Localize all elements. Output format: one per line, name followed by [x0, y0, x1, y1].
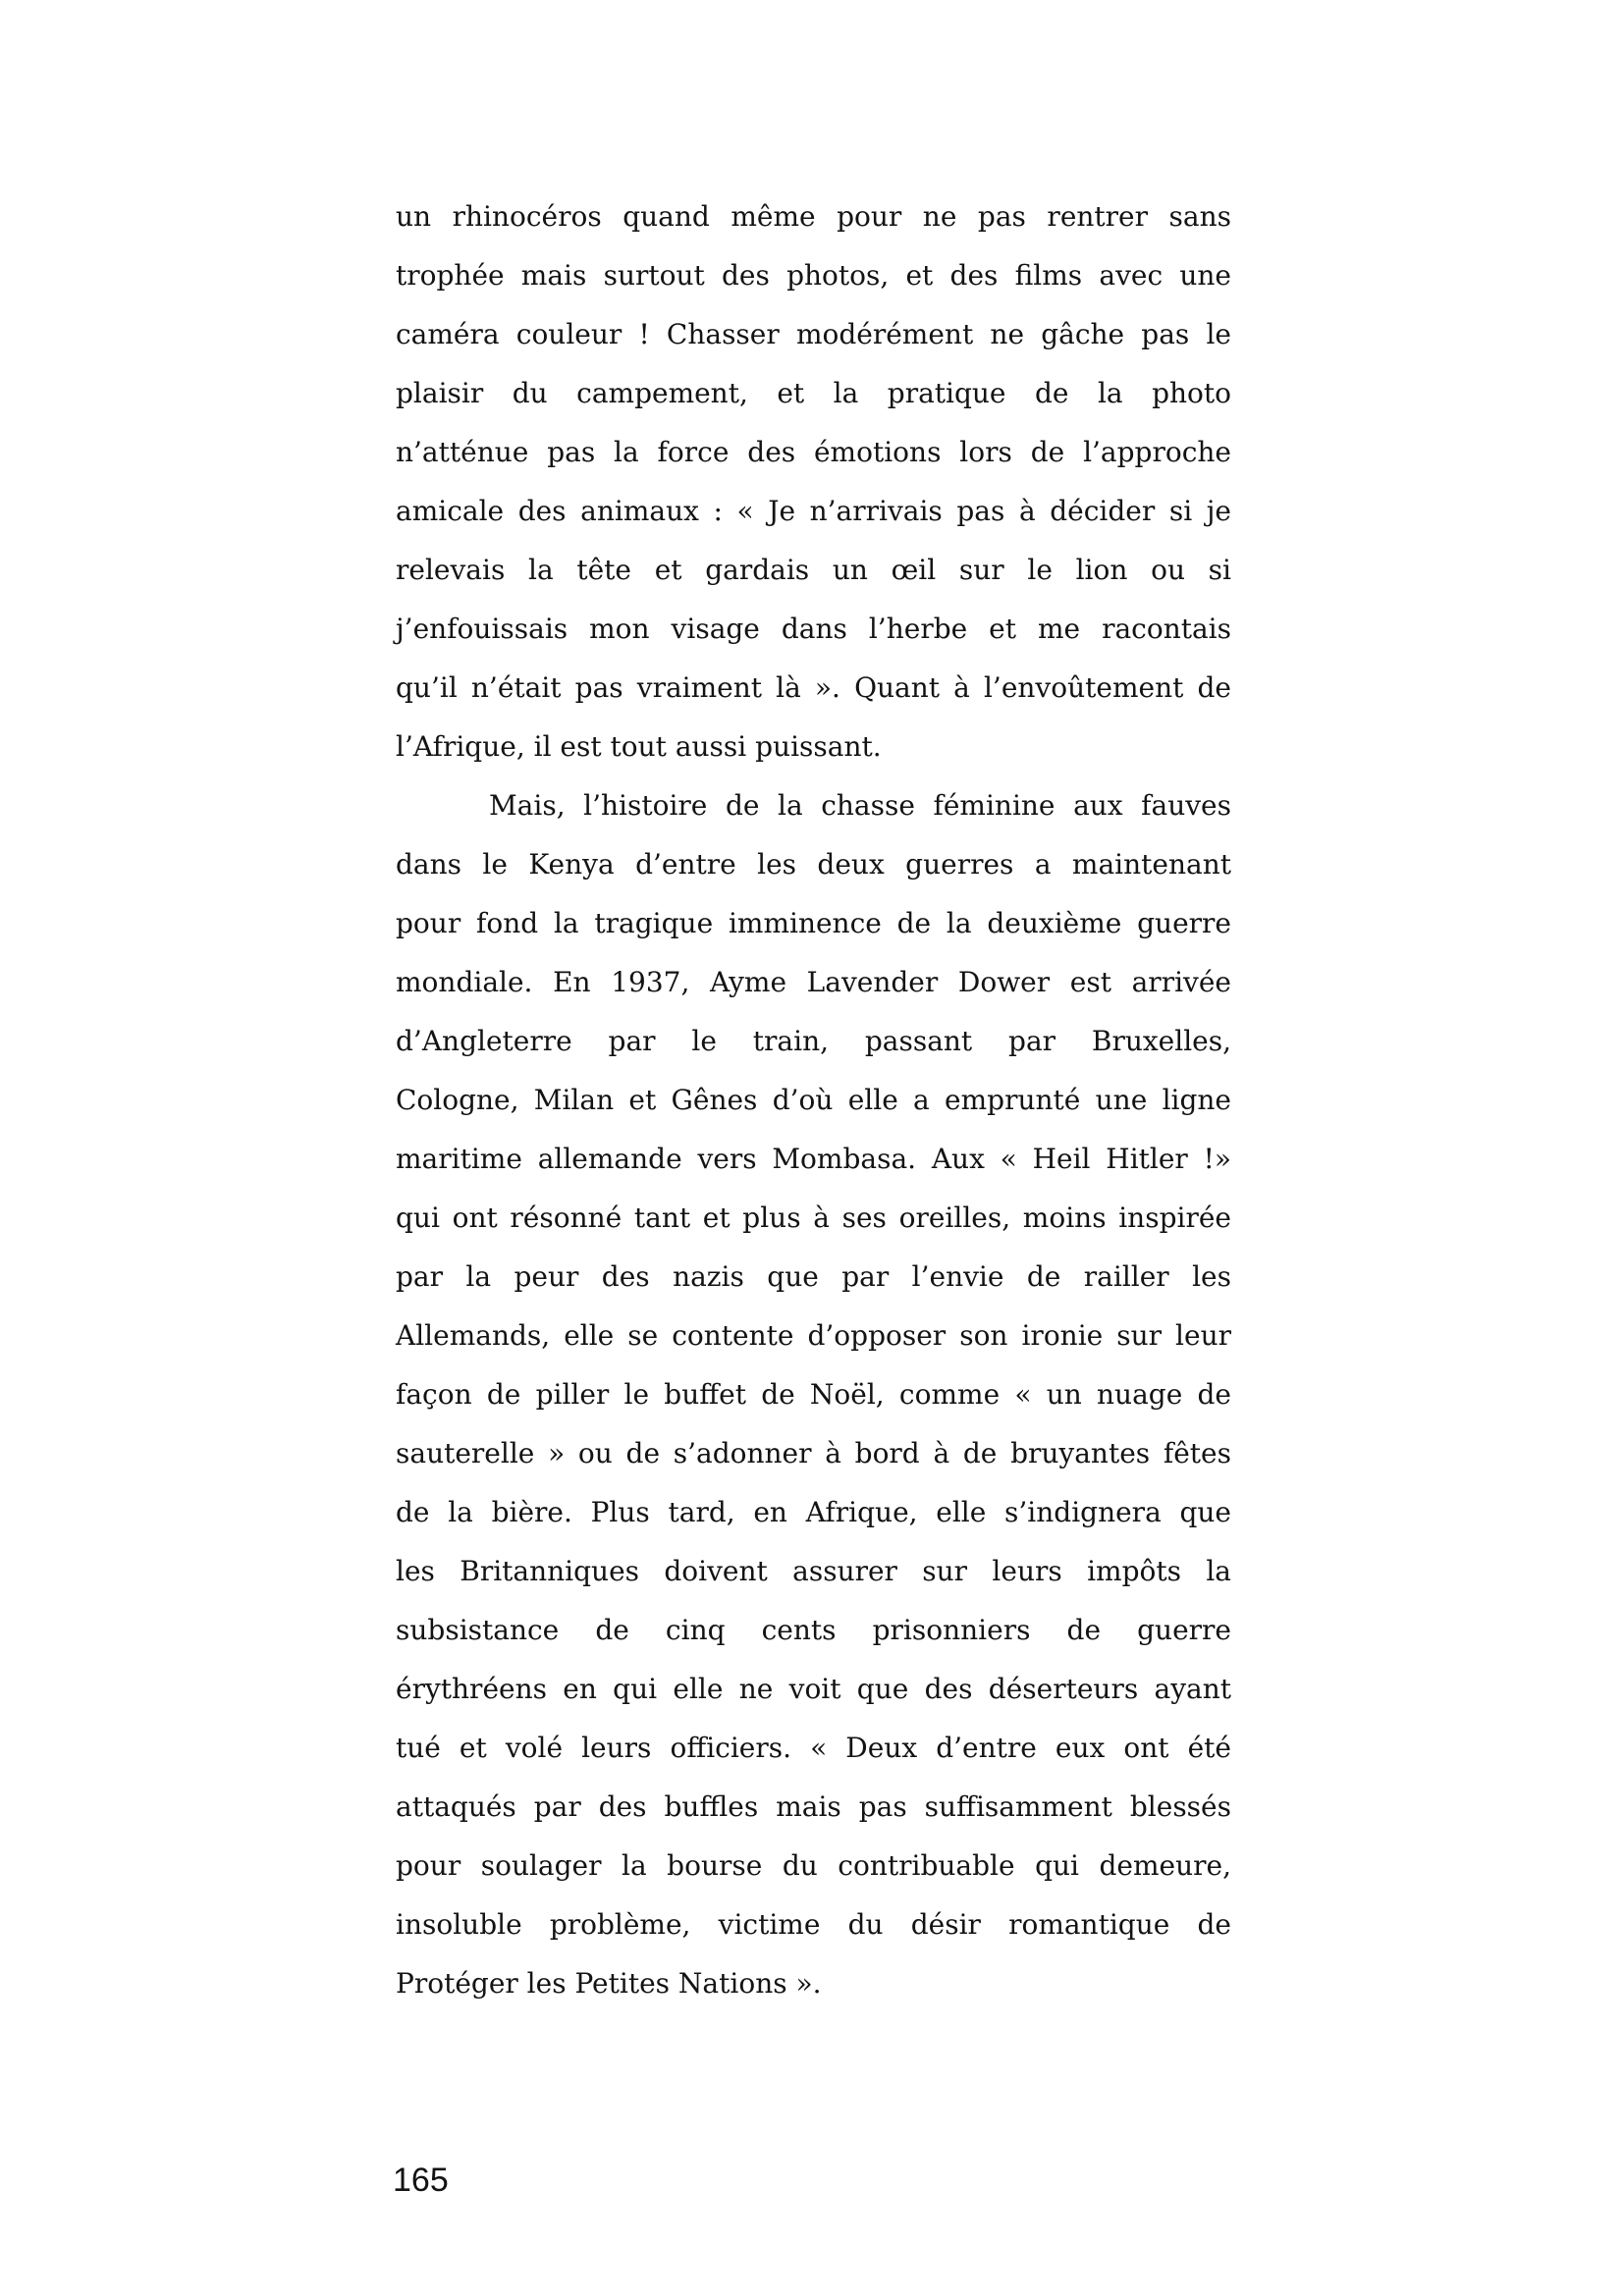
- text-line: attaqués par des buffles mais pas suffisamment blessés: [396, 1790, 1231, 1823]
- text-line: caméra couleur ! Chasser modérément ne gâche pas le: [396, 318, 1231, 350]
- text-line: Mais, l’histoire de la chasse féminine aux fauves: [489, 789, 1231, 822]
- text-line: amicale des animaux : « Je n’arrivais pas à décider si je: [396, 495, 1231, 527]
- text-line: les Britanniques doivent assurer sur leurs impôts la: [396, 1555, 1231, 1587]
- text-line: qu’il n’était pas vraiment là ». Quant à l’envoûtement de: [396, 671, 1231, 704]
- text-line: Protéger les Petites Nations ».: [396, 1967, 822, 2000]
- text-line: mondiale. En 1937, Ayme Lavender Dower est arrivée: [396, 966, 1231, 998]
- text-block: [396, 187, 1231, 2013]
- text-line: pour fond la tragique imminence de la deuxième guerre: [396, 907, 1231, 939]
- text-line: tué et volé leurs officiers. « Deux d’entre eux ont été: [396, 1732, 1231, 1764]
- text-line: maritime allemande vers Mombasa. Aux « Heil Hitler !»: [396, 1143, 1231, 1175]
- text-line: subsistance de cinq cents prisonniers de guerre: [396, 1614, 1231, 1646]
- text-line: plaisir du campement, et la pratique de la photo: [396, 377, 1231, 409]
- text-line: Allemands, elle se contente d’opposer son ironie sur leur: [396, 1319, 1231, 1352]
- text-line: un rhinocéros quand même pour ne pas rentrer sans: [396, 200, 1231, 233]
- text-line: de la bière. Plus tard, en Afrique, elle s’indignera que: [396, 1496, 1231, 1528]
- text-line: par la peur des nazis que par l’envie de railler les: [396, 1260, 1231, 1293]
- page-number: 165: [393, 2162, 449, 2199]
- text-line: trophée mais surtout des photos, et des films avec une: [396, 259, 1231, 292]
- text-line: façon de piller le buffet de Noël, comme « un nuage de: [396, 1378, 1231, 1411]
- text-line: d’Angleterre par le train, passant par Bruxelles,: [396, 1025, 1231, 1057]
- text-line: j’enfouissais mon visage dans l’herbe et me racontais: [396, 613, 1231, 645]
- paragraph: [396, 187, 1231, 776]
- text-line: dans le Kenya d’entre les deux guerres a maintenant: [396, 848, 1231, 881]
- text-line: relevais la tête et gardais un œil sur le lion ou si: [396, 554, 1231, 586]
- text-line: Cologne, Milan et Gênes d’où elle a emprunté une ligne: [396, 1084, 1231, 1116]
- paragraph: [396, 776, 1231, 2013]
- text-line: pour soulager la bourse du contribuable qui demeure,: [396, 1849, 1231, 1882]
- text-line: insoluble problème, victime du désir romantique de: [396, 1908, 1231, 1941]
- text-line: l’Afrique, il est tout aussi puissant.: [396, 730, 882, 763]
- text-line: qui ont résonné tant et plus à ses oreilles, moins inspirée: [396, 1201, 1231, 1234]
- text-line: n’atténue pas la force des émotions lors de l’approche: [396, 436, 1231, 468]
- text-line: érythréens en qui elle ne voit que des déserteurs ayant: [396, 1673, 1231, 1705]
- text-line: sauterelle » ou de s’adonner à bord à de bruyantes fêtes: [396, 1437, 1231, 1469]
